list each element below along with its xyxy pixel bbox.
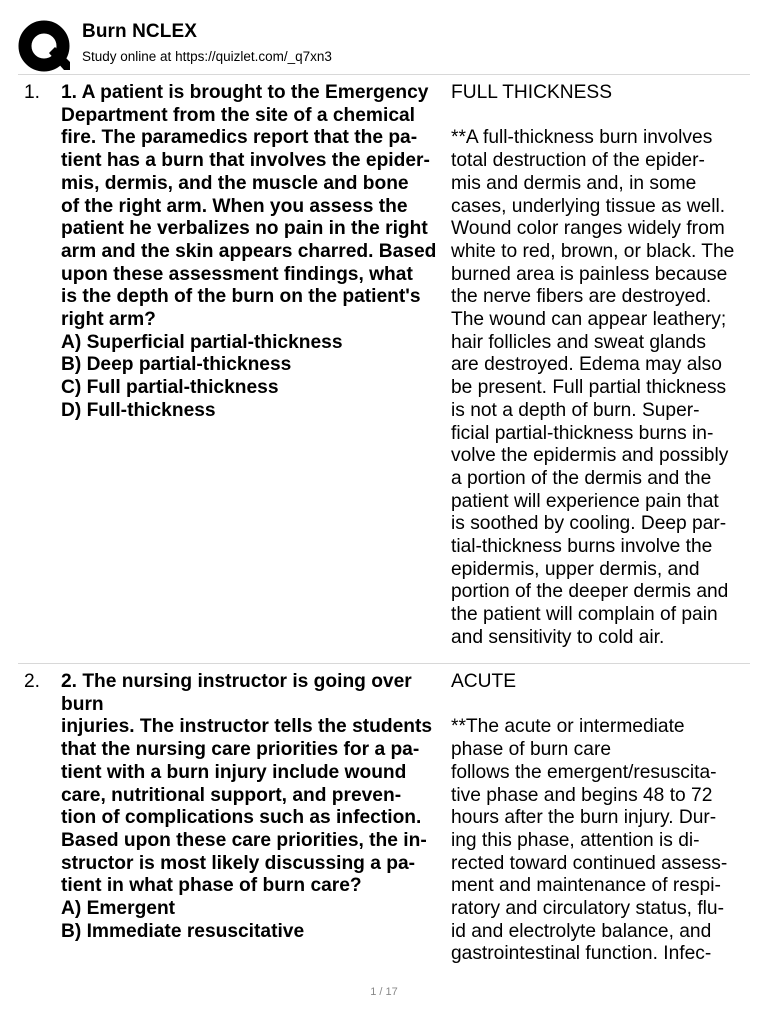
question-line: 1. A patient is brought to the Emergency: [61, 82, 429, 103]
question-line: 2. The nursing instructor is going over: [61, 671, 412, 692]
question-line: tion of complications such as infection.: [61, 807, 422, 829]
question-line: that the nursing care priorities for a pa-: [61, 739, 420, 761]
answer-line: The wound can appear leathery;: [451, 309, 727, 331]
question-line: care, nutritional support, and preven-: [61, 784, 402, 806]
question-line: Department from the site of a chemical: [61, 104, 415, 126]
answer-line: **A full-thickness burn involves: [451, 127, 713, 149]
card-question: [61, 82, 447, 423]
page-indicator: 1 / 17: [370, 986, 398, 998]
answer-line: portion of the deeper dermis and: [451, 581, 729, 603]
answer-line: the patient will complain of pain: [451, 604, 718, 626]
answer-line: ficial partial-thickness burns in-: [451, 422, 714, 444]
answer-line: volve the epidermis and possibly: [451, 445, 729, 467]
answer-line: ratory and circulatory status, flu-: [451, 898, 724, 920]
answer-option: A) Emergent: [61, 898, 176, 920]
question-line: fire. The paramedics report that the pa-: [61, 127, 418, 149]
answer-title: FULL THICKNESS: [451, 82, 613, 103]
question-line: right arm?: [61, 309, 156, 331]
card-answer: [451, 671, 751, 966]
answer-line: hours after the burn injury. Dur-: [451, 807, 717, 829]
question-line: mis, dermis, and the muscle and bone: [61, 172, 409, 194]
answer-line: cases, underlying tissue as well.: [451, 195, 726, 217]
question-line: upon these assessment findings, what: [61, 263, 413, 285]
question-line: structor is most likely discussing a pa-: [61, 852, 416, 874]
question-line: patient he verbalizes no pain in the right: [61, 218, 428, 240]
answer-line: id and electrolyte balance, and: [451, 920, 712, 942]
answer-option: A) Superficial partial-thickness: [61, 331, 343, 353]
answer-line: ing this phase, attention is di-: [451, 829, 700, 851]
answer-line: follows the emergent/resuscita-: [451, 761, 717, 783]
answer-line: white to red, brown, or black. The: [451, 240, 735, 262]
answer-line: gastrointestinal function. Infec-: [451, 943, 712, 965]
answer-line: patient will experience pain that: [451, 490, 719, 512]
spacer: [451, 694, 751, 717]
answer-line: hair follicles and sweat glands: [451, 331, 706, 353]
study-online-link[interactable]: Study online at https://quizlet.com/_q7xn3: [82, 49, 332, 64]
answer-line: burned area is painless because: [451, 263, 728, 285]
question-line: injuries. The instructor tells the students: [61, 716, 433, 738]
card-number: 1.: [24, 82, 41, 103]
answer-line: epidermis, upper dermis, and: [451, 558, 700, 580]
answer-line: tive phase and begins 48 to 72: [451, 784, 713, 806]
answer-option: B) Deep partial-thickness: [61, 354, 292, 376]
answer-line: is not a depth of burn. Super-: [451, 399, 700, 421]
answer-line: is soothed by cooling. Deep par-: [451, 513, 727, 535]
question-line: tient in what phase of burn care?: [61, 875, 362, 897]
spacer: [451, 105, 751, 128]
answer-line: Wound color ranges widely from: [451, 218, 725, 240]
answer-line: and sensitivity to cold air.: [451, 626, 665, 648]
question-line: Based upon these care priorities, the in-: [61, 829, 427, 851]
answer-line: mis and dermis and, in some: [451, 172, 697, 194]
question-line: tient has a burn that involves the epider-: [61, 150, 430, 172]
answer-line: total destruction of the epider-: [451, 150, 705, 172]
answer-option: C) Full partial-thickness: [61, 377, 279, 399]
answer-line: ment and maintenance of respi-: [451, 875, 721, 897]
question-line: is the depth of the burn on the patient's: [61, 286, 421, 308]
question-line: arm and the skin appears charred. Based: [61, 240, 437, 262]
deck-title: Burn NCLEX: [82, 21, 197, 42]
answer-title: ACUTE: [451, 671, 517, 692]
question-line: tient with a burn injury include wound: [61, 761, 407, 783]
answer-line: the nerve fibers are destroyed.: [451, 286, 712, 308]
answer-option: D) Full-thickness: [61, 399, 216, 421]
question-line: of the right arm. When you assess the: [61, 195, 408, 217]
quizlet-logo-icon: [18, 20, 70, 72]
card-number: 2.: [24, 671, 41, 692]
answer-line: rected toward continued assess-: [451, 852, 728, 874]
card-question: [61, 671, 447, 943]
answer-line: a portion of the dermis and the: [451, 467, 712, 489]
divider: [18, 663, 750, 664]
divider: [18, 74, 750, 75]
answer-line: tial-thickness burns involve the: [451, 536, 713, 558]
answer-line: be present. Full partial thickness: [451, 377, 727, 399]
answer-line: phase of burn care: [451, 739, 612, 761]
answer-line: **The acute or intermediate: [451, 716, 685, 738]
answer-option: B) Immediate resuscitative: [61, 920, 305, 942]
question-line: burn: [61, 693, 104, 715]
card-answer: [451, 82, 751, 650]
answer-line: are destroyed. Edema may also: [451, 354, 722, 376]
